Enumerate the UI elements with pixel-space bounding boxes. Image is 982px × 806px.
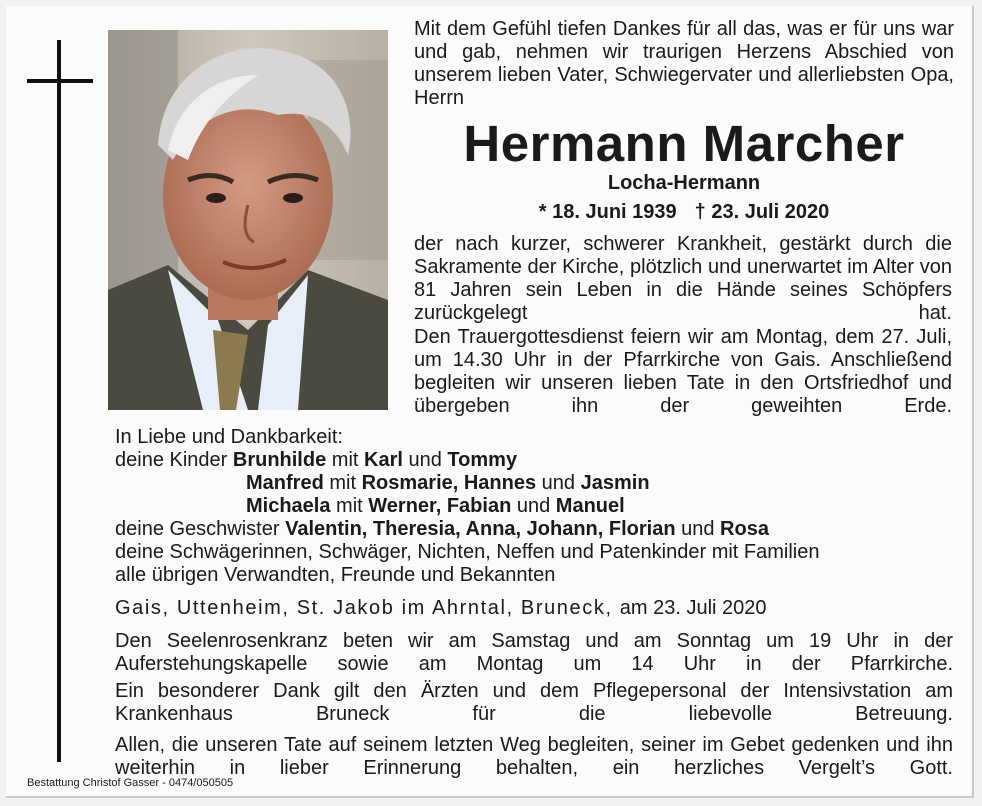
death-date: † 23. Juli 2020 [694, 201, 830, 223]
cross-vertical-bar [57, 40, 61, 762]
circumstances-paragraph: der nach kurzer, schwerer Krankheit, gestärkt durch die Sakramente der Kirche, plötzlich und unerwartet im Alter von 81 Jahren sein Leben in die Hände seines Schöpfers zurückgelegt hat. [414, 233, 952, 324]
place-and-date [115, 597, 955, 620]
funeral-home-credit: Bestattung Christof Gasser - 0474/050505 [27, 777, 234, 789]
deceased-name: Hermann Marcher [463, 115, 905, 172]
inlaws-line: deine Schwägerinnen, Schwäger, Nichten, Neffen und Patenkinder mit Familien [115, 541, 820, 563]
others-line: alle übrigen Verwandten, Freunde und Bekannten [115, 564, 556, 586]
birth-date: * 18. Juni 1939 [538, 201, 677, 223]
mourners-heading: In Liebe und Dankbarkeit: [115, 426, 343, 448]
closing-paragraph: Allen, die unseren Tate auf seinem letzten Weg begleiten, seiner im Gebet gedenken und ihn weiterhin in lieber Erinnerung behalten, ein herzliches Vergelt’s Gott. [115, 734, 953, 779]
intro-paragraph: Mit dem Gefühl tiefen Dankes für all das, was er für uns war und gab, nehmen wir traurigen Herzens Abschied von unserem lieben Vater, Schwiegervater und allerliebsten Opa, Herrn [414, 18, 954, 109]
mourners-list [115, 426, 955, 587]
life-dates [414, 201, 954, 224]
children-line-1: deine Kinder Brunhilde mit Karl und Tommy [115, 449, 518, 471]
place-names: Gais, Uttenheim, St. Jakob im Ahrntal, Bruneck, [115, 597, 613, 619]
rosary-paragraph: Den Seelenrosenkranz beten wir am Samstag und am Sonntag um 19 Uhr in der Auferstehungskapelle sowie am Montag um 14 Uhr in der Pfarrkirche. [115, 630, 953, 675]
notice-date: am 23. Juli 2020 [619, 597, 767, 619]
thanks-paragraph: Ein besonderer Dank gilt den Ärzten und dem Pflegepersonal der Intensivstation am Krankenhaus Bruneck für die liebevolle Betreuung. [115, 680, 953, 725]
funeral-service-paragraph: Den Trauergottesdienst feiern wir am Montag, dem 27. Juli, um 14.30 Uhr in der Pfarrkirche von Gais. Anschließend begleiten wir unseren lieben Tate in den Ortsfriedhof und übergeben ihn der geweihten Erde. [414, 326, 952, 417]
portrait-photo [108, 30, 388, 410]
siblings-line: deine Geschwister Valentin, Theresia, Anna, Johann, Florian und Rosa [115, 518, 769, 540]
deceased-nickname: Locha-Hermann [607, 172, 761, 194]
children-line-3: Michaela mit Werner, Fabian und Manuel [246, 495, 625, 517]
cross-horizontal-bar [27, 79, 93, 83]
children-line-2: Manfred mit Rosmarie, Hannes und Jasmin [246, 472, 650, 494]
